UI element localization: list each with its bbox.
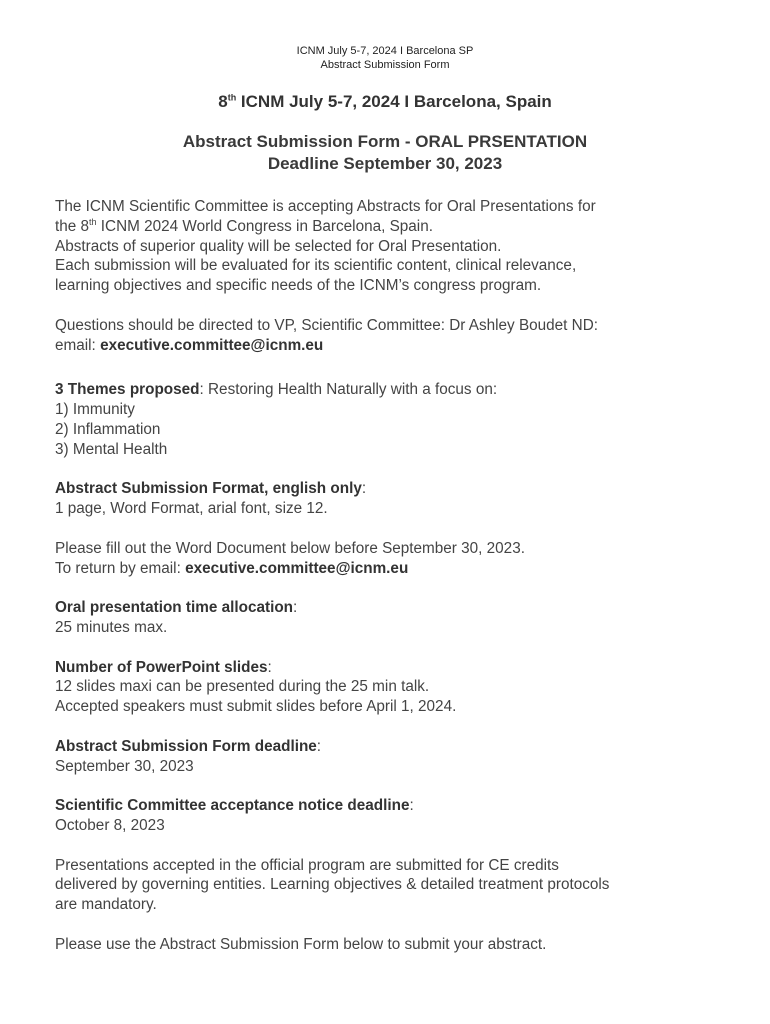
intro-line-1: The ICNM Scientific Committee is accepting Abstracts for Oral Presentations for bbox=[55, 198, 596, 215]
intro-line-4: Each submission will be evaluated for its scientific content, clinical relevance, bbox=[55, 257, 577, 275]
notice-colon: : bbox=[409, 797, 414, 815]
fill-line-2 bbox=[55, 559, 725, 579]
notice-paragraph bbox=[55, 796, 725, 836]
title-prefix: 8 bbox=[218, 92, 228, 111]
slides-heading bbox=[55, 658, 725, 678]
intro-line-2-pre: the 8 bbox=[55, 217, 90, 235]
themes-paragraph bbox=[55, 380, 725, 459]
closing-paragraph bbox=[55, 935, 725, 955]
title-sup: th bbox=[227, 92, 237, 103]
fill-line-1: Please fill out the Word Document below before September 30, 2023. bbox=[55, 539, 525, 557]
format-heading bbox=[55, 479, 725, 499]
fill-paragraph bbox=[55, 539, 725, 579]
notice-label: Scientific Committee acceptance notice deadline bbox=[55, 797, 410, 815]
fill-email-link[interactable]: executive.committee@icnm.eu bbox=[185, 559, 409, 577]
format-colon: : bbox=[361, 480, 367, 498]
fill-line-2-pre: To return by email: bbox=[55, 559, 186, 577]
title-rest: ICNM July 5-7, 2024 I Barcelona, Spain bbox=[236, 92, 552, 111]
questions-email-label: email: bbox=[55, 336, 101, 354]
subtitle-line-1: Abstract Submission Form - ORAL PRSENTATION bbox=[182, 132, 588, 151]
ce-line-2: delivered by governing entities. Learning objectives & detailed treatment protocols bbox=[55, 876, 610, 894]
intro-line-2-post: ICNM 2024 World Congress in Barcelona, Spain. bbox=[96, 217, 433, 235]
slides-line-1: 12 slides maxi can be presented during the 25 min talk. bbox=[55, 678, 430, 696]
theme-item: 2) Inflammation bbox=[55, 420, 161, 438]
page-title bbox=[0, 92, 770, 112]
questions-line-2 bbox=[55, 336, 725, 356]
themes-heading bbox=[55, 380, 725, 400]
page-header bbox=[0, 44, 770, 72]
document-body bbox=[55, 197, 725, 974]
header-line-2: Abstract Submission Form bbox=[320, 59, 450, 71]
deadline-colon: : bbox=[316, 737, 322, 755]
time-colon: : bbox=[293, 599, 298, 617]
themes-label: 3 Themes proposed bbox=[55, 381, 200, 399]
deadline-heading bbox=[55, 737, 725, 757]
themes-text: : Restoring Health Naturally with a focus on: bbox=[199, 381, 498, 399]
questions-paragraph bbox=[55, 316, 725, 356]
questions-line-1: Questions should be directed to VP, Scientific Committee: Dr Ashley Boudet ND: bbox=[55, 316, 599, 334]
ce-paragraph bbox=[55, 856, 725, 915]
theme-item: 3) Mental Health bbox=[55, 440, 168, 458]
slides-line-2: Accepted speakers must submit slides before April 1, 2024. bbox=[55, 698, 457, 716]
notice-text: October 8, 2023 bbox=[55, 816, 165, 834]
questions-email-link[interactable]: executive.committee@icnm.eu bbox=[100, 336, 324, 354]
page-subtitle bbox=[0, 131, 770, 175]
intro-line-2 bbox=[55, 217, 725, 237]
format-text: 1 page, Word Format, arial font, size 12. bbox=[55, 500, 328, 518]
ce-line-1: Presentations accepted in the official program are submitted for CE credits bbox=[55, 856, 559, 874]
deadline-label: Abstract Submission Form deadline bbox=[55, 737, 317, 755]
intro-paragraph bbox=[55, 197, 725, 296]
time-heading bbox=[55, 598, 725, 618]
closing-line: Please use the Abstract Submission Form below to submit your abstract. bbox=[55, 935, 547, 953]
notice-heading bbox=[55, 796, 725, 816]
deadline-paragraph bbox=[55, 737, 725, 777]
ce-line-3: are mandatory. bbox=[55, 896, 157, 914]
time-text: 25 minutes max. bbox=[55, 618, 168, 636]
intro-line-5: learning objectives and specific needs of the ICNM’s congress program. bbox=[55, 277, 542, 295]
slides-paragraph bbox=[55, 658, 725, 717]
intro-line-2-sup: th bbox=[89, 216, 97, 227]
format-label: Abstract Submission Format, english only bbox=[55, 480, 362, 498]
slides-label: Number of PowerPoint slides bbox=[55, 658, 268, 676]
intro-line-3: Abstracts of superior quality will be selected for Oral Presentation. bbox=[55, 237, 502, 255]
theme-item: 1) Immunity bbox=[55, 401, 135, 419]
time-label: Oral presentation time allocation bbox=[55, 599, 294, 617]
time-paragraph bbox=[55, 598, 725, 638]
deadline-text: September 30, 2023 bbox=[55, 757, 194, 775]
header-line-1: ICNM July 5-7, 2024 I Barcelona SP bbox=[296, 45, 474, 57]
format-paragraph bbox=[55, 479, 725, 519]
subtitle-line-2: Deadline September 30, 2023 bbox=[267, 154, 503, 173]
slides-colon: : bbox=[267, 658, 272, 676]
